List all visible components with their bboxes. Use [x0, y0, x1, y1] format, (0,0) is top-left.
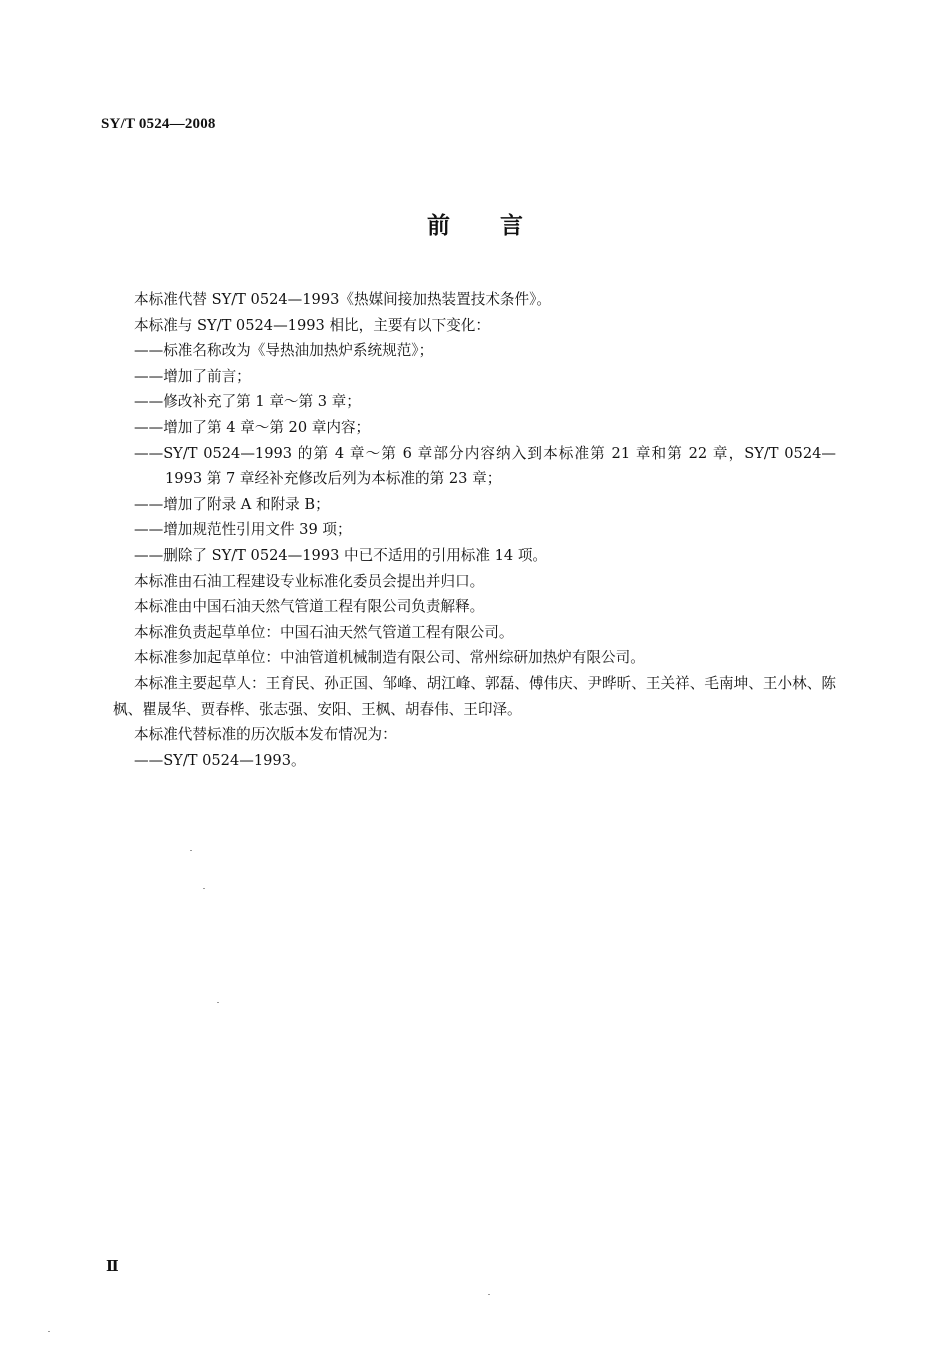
paragraph-version-history-intro: 本标准代替标准的历次版本发布情况为：: [134, 726, 397, 744]
paragraph-changes-intro: 本标准与 SY/T 0524—1993 相比，主要有以下变化：: [134, 316, 490, 334]
paragraph-drafting-unit: 本标准负责起草单位：中国石油天然气管道工程有限公司。: [134, 623, 514, 641]
foreword-body: [113, 287, 836, 773]
scan-speck: [190, 850, 192, 851]
paragraph-participating-units: 本标准参加起草单位：中油管道机械制造有限公司、常州综研加热炉有限公司。: [134, 649, 645, 667]
version-history-item: ——SY/T 0524—1993。: [134, 751, 306, 769]
paragraph-replaces-standard: 本标准代替 SY/T 0524—1993《热媒间接加热装置技术条件》。: [134, 291, 552, 308]
change-item-chapters-4-20: ——增加了第 4 章～第 20 章内容；: [134, 418, 371, 436]
change-item-foreword: ——增加了前言；: [134, 367, 251, 385]
scan-speck: [488, 1294, 490, 1295]
change-item-deleted-refs: ——删除了 SY/T 0524—1993 中已不适用的引用标准 14 项。: [134, 546, 548, 564]
change-item-rename: ——标准名称改为《导热油加热炉系统规范》；: [134, 342, 434, 360]
page-title: 前言: [427, 213, 573, 239]
paragraph-proposed-by: 本标准由石油工程建设专业标准化委员会提出并归口。: [134, 572, 485, 590]
scan-speck: [48, 1331, 50, 1332]
change-item-chapters-21-23: ——SY/T 0524—1993 的第 4 章～第 6 章部分内容纳入到本标准第 21 章和第 22 章，SY/T 0524—1993 第 7 章经补充修改后列为本标准的第 23 章；: [134, 444, 836, 488]
standard-code-header: SY/T 0524—2008: [101, 116, 216, 132]
paragraph-main-drafters: 本标准主要起草人：王育民、孙正国、邹峰、胡江峰、郭磊、傅伟庆、尹晔昕、王关祥、毛南坤、王小林、陈枫、瞿晟华、贾春桦、张志强、安阳、王枫、胡春伟、王印泽。: [113, 674, 836, 718]
change-item-chapters-1-3: ——修改补充了第 1 章～第 3 章；: [134, 393, 361, 411]
paragraph-interpreted-by: 本标准由中国石油天然气管道工程有限公司负责解释。: [134, 598, 485, 616]
change-item-normative-refs: ——增加规范性引用文件 39 项；: [134, 521, 352, 539]
scan-speck: [203, 888, 205, 889]
change-item-appendices: ——增加了附录 A 和附录 B；: [134, 495, 330, 513]
page-number: Ⅱ: [106, 1259, 119, 1275]
scan-speck: [217, 1002, 219, 1003]
